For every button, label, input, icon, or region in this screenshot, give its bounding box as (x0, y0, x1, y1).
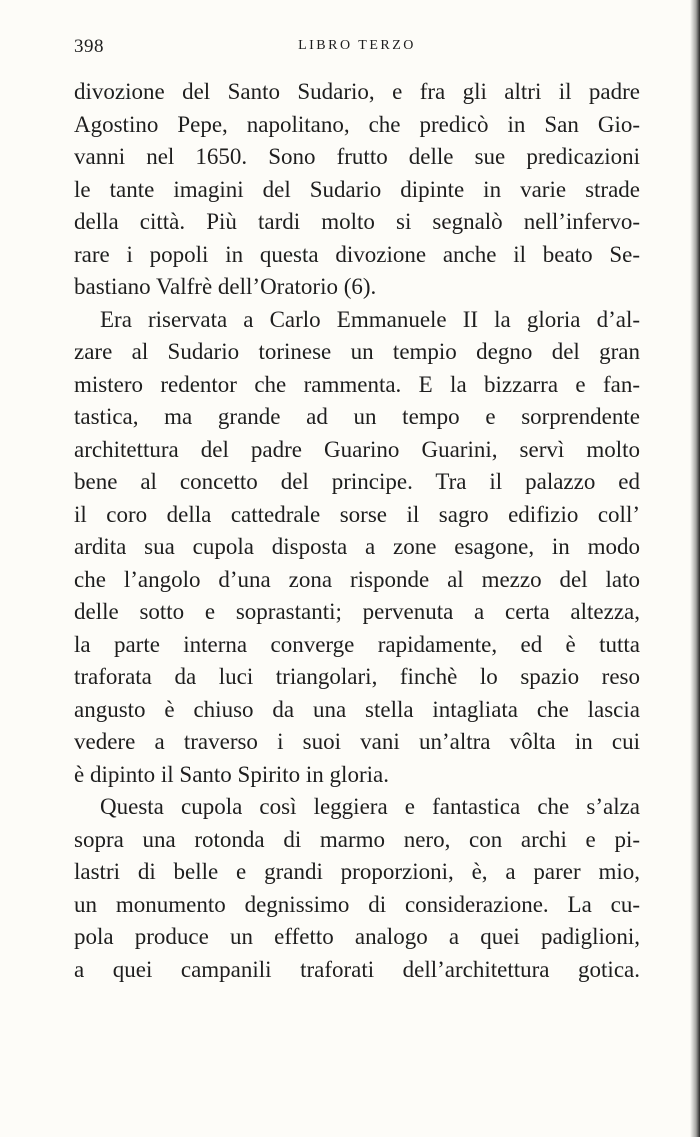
text-line: il coro della cattedrale sorse il sagro edifizio coll’ (74, 501, 640, 527)
text-line: tastica, ma grande ad un tempo e sorprendente (74, 404, 640, 429)
page-number: 398 (74, 36, 104, 57)
text-line: divozione del Santo Sudario, e fra gli altri il padre (74, 79, 640, 104)
paragraph (74, 791, 640, 986)
text-line: sopra una rotonda di marmo nero, con archi e pi- (74, 826, 640, 852)
text-line: Era riservata a Carlo Emmanuele II la gloria d’al- (100, 306, 640, 332)
text-line: bene al concetto del principe. Tra il palazzo ed (74, 469, 640, 494)
text-line: un monumento degnissimo di considerazione. La cu- (74, 891, 640, 917)
paragraph (74, 76, 640, 304)
text-line: traforata da luci triangolari, finchè lo spazio reso (74, 664, 640, 689)
text-line: vedere a traverso i suoi vani un’altra vôlta in cui (74, 729, 640, 754)
text-line: lastri di belle e grandi proporzioni, è, a parer mio, (74, 859, 640, 884)
text-line: che l’angolo d’una zona risponde al mezzo del lato (74, 566, 640, 592)
text-line: ardita sua cupola disposta a zone esagone, in modo (74, 534, 640, 559)
text-line: le tante imagini del Sudario dipinte in varie strade (74, 176, 640, 202)
text-line: Questa cupola così leggiera e fantastica che s’alza (100, 794, 640, 819)
text-line: è dipinto il Santo Spirito in gloria. (74, 761, 389, 787)
text-line: Agostino Pepe, napolitano, che predicò in San Gio- (74, 111, 640, 137)
text-line: pola produce un effetto analogo a quei padiglioni, (74, 924, 640, 949)
text-line: a quei campanili traforati dell’architettura gotica. (74, 956, 640, 982)
text-line: angusto è chiuso da una stella intagliata che lascia (74, 696, 640, 722)
text-line: della città. Più tardi molto si segnalò nell’infervo- (74, 209, 640, 234)
paragraph (74, 304, 640, 792)
text-line: architettura del padre Guarino Guarini, servì molto (74, 436, 640, 462)
text-line: la parte interna converge rapidamente, ed è tutta (74, 631, 640, 657)
page-edge-shadow (690, 0, 700, 1137)
text-line: vanni nel 1650. Sono frutto delle sue predicazioni (74, 144, 640, 169)
text-line: rare i popoli in questa divozione anche il beato Se- (74, 241, 640, 267)
text-line: mistero redentor che rammenta. E la bizzarra e fan- (74, 371, 640, 397)
body-text (74, 76, 640, 986)
page-header (74, 36, 640, 60)
running-head: LIBRO TERZO (298, 38, 416, 53)
text-line: bastiano Valfrè dell’Oratorio (6). (74, 274, 377, 299)
text-line: zare al Sudario torinese un tempio degno del gran (74, 339, 640, 364)
text-line: delle sotto e soprastanti; pervenuta a certa altezza, (74, 599, 640, 624)
